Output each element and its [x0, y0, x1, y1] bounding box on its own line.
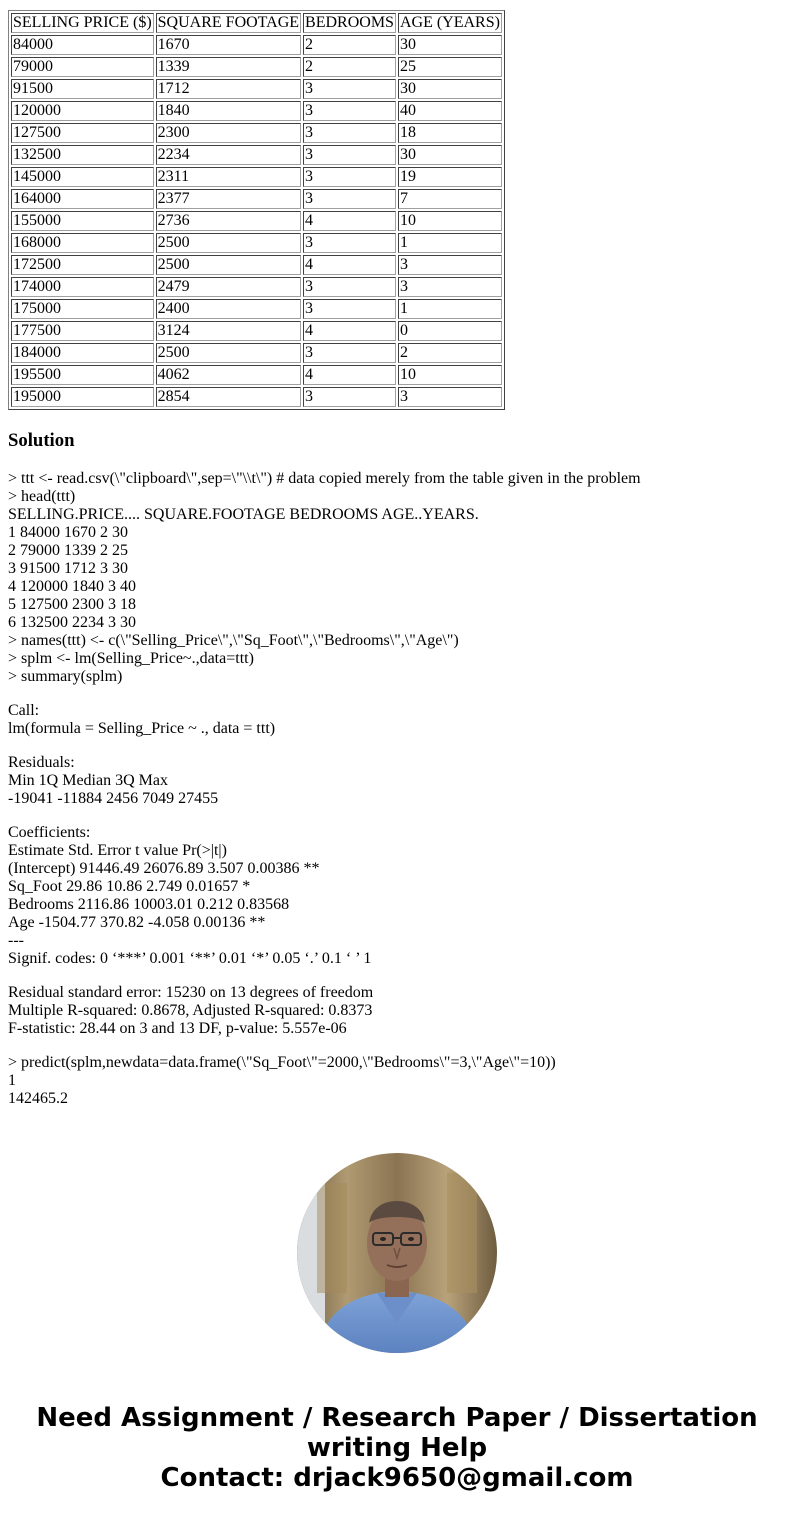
cell-bedrooms: 4 — [303, 211, 396, 231]
output-block — [8, 824, 788, 968]
cell-square-footage: 2854 — [156, 387, 301, 407]
output-line: > names(ttt) <- c(\"Selling_Price\",\"Sq_Foot\",\"Bedrooms\",\"Age\") — [8, 632, 459, 649]
cell-age: 18 — [398, 123, 502, 143]
cell-selling-price: 195500 — [11, 365, 154, 385]
cell-square-footage: 2400 — [156, 299, 301, 319]
output-line: 4 120000 1840 3 40 — [8, 578, 136, 595]
cell-age: 3 — [398, 387, 502, 407]
cell-square-footage: 4062 — [156, 365, 301, 385]
output-block — [8, 984, 788, 1038]
output-line: > summary(splm) — [8, 668, 123, 685]
footer-contact: Contact: drjack9650@gmail.com — [160, 1463, 634, 1493]
cell-age: 10 — [398, 211, 502, 231]
cell-square-footage: 2377 — [156, 189, 301, 209]
output-line: Signif. codes: 0 ‘***’ 0.001 ‘**’ 0.01 ‘*’ 0.05 ‘.’ 0.1 ‘ ’ 1 — [8, 950, 372, 967]
cell-bedrooms: 3 — [303, 277, 396, 297]
table-row — [11, 123, 502, 143]
cell-selling-price: 79000 — [11, 57, 154, 77]
output-line: 3 91500 1712 3 30 — [8, 560, 128, 577]
cell-bedrooms: 3 — [303, 167, 396, 187]
table-row — [11, 299, 502, 319]
cell-square-footage: 1339 — [156, 57, 301, 77]
cell-bedrooms: 3 — [303, 123, 396, 143]
cell-square-footage: 2479 — [156, 277, 301, 297]
cell-square-footage: 2500 — [156, 233, 301, 253]
cell-bedrooms: 3 — [303, 233, 396, 253]
cell-square-footage: 3124 — [156, 321, 301, 341]
output-line: > ttt <- read.csv(\"clipboard\",sep=\"\\t\") # data copied merely from the table given in the problem — [8, 470, 641, 487]
solution-heading: Solution — [8, 430, 75, 451]
cell-square-footage: 2736 — [156, 211, 301, 231]
cell-square-footage: 2234 — [156, 145, 301, 165]
output-line: 2 79000 1339 2 25 — [8, 542, 128, 559]
solution-output — [8, 470, 788, 1108]
table-row — [11, 233, 502, 253]
cell-selling-price: 177500 — [11, 321, 154, 341]
output-line: --- — [8, 932, 24, 949]
table-body — [11, 13, 502, 407]
output-line: Age -1504.77 370.82 -4.058 0.00136 ** — [8, 914, 266, 931]
cell-bedrooms: 3 — [303, 101, 396, 121]
cell-selling-price: 84000 — [11, 35, 154, 55]
cell-selling-price: 195000 — [11, 387, 154, 407]
table-row — [11, 101, 502, 121]
cell-selling-price: 174000 — [11, 277, 154, 297]
cell-bedrooms: 3 — [303, 79, 396, 99]
cell-square-footage: 2311 — [156, 167, 301, 187]
table-row — [11, 189, 502, 209]
cell-age: 1 — [398, 299, 502, 319]
cell-selling-price: 132500 — [11, 145, 154, 165]
output-line: Sq_Foot 29.86 10.86 2.749 0.01657 * — [8, 878, 251, 895]
table-row — [11, 343, 502, 363]
cell-age: 30 — [398, 35, 502, 55]
table-row — [11, 167, 502, 187]
page-content — [8, 10, 788, 1124]
output-line: 5 127500 2300 3 18 — [8, 596, 136, 613]
cell-age: 10 — [398, 365, 502, 385]
output-line: Min 1Q Median 3Q Max — [8, 772, 168, 789]
output-line: Bedrooms 2116.86 10003.01 0.212 0.83568 — [8, 896, 290, 913]
footer-line-2: writing Help — [306, 1433, 488, 1463]
cell-selling-price: 155000 — [11, 211, 154, 231]
cell-bedrooms: 4 — [303, 365, 396, 385]
cell-bedrooms: 2 — [303, 57, 396, 77]
output-line: Coefficients: — [8, 824, 91, 841]
output-line: SELLING.PRICE.... SQUARE.FOOTAGE BEDROOMS AGE..YEARS. — [8, 506, 479, 523]
header-square-footage: SQUARE FOOTAGE — [157, 14, 300, 31]
output-line: -19041 -11884 2456 7049 27455 — [8, 790, 219, 807]
cell-selling-price: 168000 — [11, 233, 154, 253]
table-row — [11, 79, 502, 99]
cell-age: 40 — [398, 101, 502, 121]
cell-selling-price: 175000 — [11, 299, 154, 319]
output-line: > head(ttt) — [8, 488, 76, 505]
cell-selling-price: 91500 — [11, 79, 154, 99]
author-photo — [297, 1153, 497, 1353]
cell-bedrooms: 2 — [303, 35, 396, 55]
cell-square-footage: 1670 — [156, 35, 301, 55]
output-block — [8, 1054, 788, 1108]
output-line: 1 — [8, 1072, 16, 1089]
cell-selling-price: 145000 — [11, 167, 154, 187]
output-line: Call: — [8, 702, 40, 719]
cell-bedrooms: 3 — [303, 387, 396, 407]
table-row — [11, 277, 502, 297]
output-line: Multiple R-squared: 0.8678, Adjusted R-squared: 0.8373 — [8, 1002, 373, 1019]
header-selling-price: SELLING PRICE ($) — [13, 14, 152, 31]
cell-bedrooms: 4 — [303, 255, 396, 275]
cell-age: 3 — [398, 277, 502, 297]
output-block — [8, 754, 788, 808]
header-age-years: AGE (YEARS) — [399, 14, 500, 31]
output-line: > splm <- lm(Selling_Price~.,data=ttt) — [8, 650, 254, 667]
table-header-row — [11, 13, 502, 33]
table-row — [11, 57, 502, 77]
output-block — [8, 470, 788, 686]
footer-line-1: Need Assignment / Research Paper / Dissertation — [36, 1403, 758, 1433]
output-line: Residuals: — [8, 754, 75, 771]
header-bedrooms: BEDROOMS — [305, 14, 394, 31]
output-line: 6 132500 2234 3 30 — [8, 614, 136, 631]
cell-bedrooms: 4 — [303, 321, 396, 341]
cell-selling-price: 127500 — [11, 123, 154, 143]
housing-data-table — [8, 10, 505, 410]
cell-age: 2 — [398, 343, 502, 363]
cell-age: 30 — [398, 79, 502, 99]
table-row — [11, 387, 502, 407]
table-row — [11, 255, 502, 275]
output-line: Estimate Std. Error t value Pr(>|t|) — [8, 842, 227, 859]
output-line: F-statistic: 28.44 on 3 and 13 DF, p-value: 5.557e-06 — [8, 1020, 347, 1037]
output-line: (Intercept) 91446.49 26076.89 3.507 0.00386 ** — [8, 860, 320, 877]
cell-age: 30 — [398, 145, 502, 165]
cell-bedrooms: 3 — [303, 299, 396, 319]
table-row — [11, 35, 502, 55]
cell-bedrooms: 3 — [303, 145, 396, 165]
cell-bedrooms: 3 — [303, 189, 396, 209]
table-row — [11, 145, 502, 165]
cell-square-footage: 2300 — [156, 123, 301, 143]
cell-square-footage: 1840 — [156, 101, 301, 121]
footer-banner — [0, 1403, 794, 1493]
cell-selling-price: 184000 — [11, 343, 154, 363]
cell-selling-price: 172500 — [11, 255, 154, 275]
cell-age: 1 — [398, 233, 502, 253]
cell-age: 3 — [398, 255, 502, 275]
table-row — [11, 211, 502, 231]
cell-age: 7 — [398, 189, 502, 209]
output-line: > predict(splm,newdata=data.frame(\"Sq_Foot\"=2000,\"Bedrooms\"=3,\"Age\"=10)) — [8, 1054, 556, 1071]
cell-bedrooms: 3 — [303, 343, 396, 363]
output-line: Residual standard error: 15230 on 13 degrees of freedom — [8, 984, 374, 1001]
cell-square-footage: 2500 — [156, 255, 301, 275]
table-row — [11, 365, 502, 385]
author-avatar — [297, 1153, 497, 1353]
cell-selling-price: 164000 — [11, 189, 154, 209]
table-row — [11, 321, 502, 341]
output-line: 1 84000 1670 2 30 — [8, 524, 128, 541]
output-line: 142465.2 — [8, 1090, 68, 1107]
cell-age: 25 — [398, 57, 502, 77]
cell-age: 19 — [398, 167, 502, 187]
cell-age: 0 — [398, 321, 502, 341]
output-block — [8, 702, 788, 738]
cell-selling-price: 120000 — [11, 101, 154, 121]
cell-square-footage: 1712 — [156, 79, 301, 99]
cell-square-footage: 2500 — [156, 343, 301, 363]
output-line: lm(formula = Selling_Price ~ ., data = ttt) — [8, 720, 276, 737]
